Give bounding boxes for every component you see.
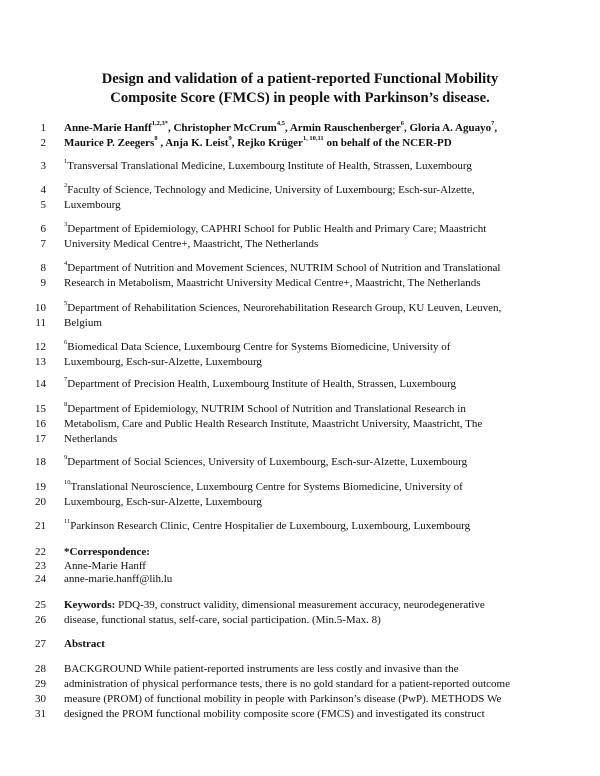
affiliation-text: Belgium [64,317,102,329]
line-number: 19 [35,481,46,493]
line-number: 8 [40,262,46,274]
correspondence-heading: *Correspondence: [64,546,150,558]
line-number: 22 [35,546,46,558]
line-number: 3 [40,160,46,172]
author-line-1 [0,121,600,136]
keywords-label: Keywords: [64,599,116,611]
abstract-line: measure (PROM) of functional mobility in people with Parkinson’s disease (PwP). METHODS We [64,693,502,705]
line-number: 14 [35,378,46,390]
affiliation-14 [0,377,600,392]
affiliation-3 [0,159,600,174]
line-number: 25 [35,599,46,611]
affiliation-15 [0,402,600,447]
affiliation-text: $^2$Faculty of Science, Technology and Medicine, University of Luxembourg; Esch-sur-Alzette, [64,182,475,196]
line-number: 20 [35,496,46,508]
line-number: 1 [40,122,46,134]
line-number: 2 [40,137,46,149]
line-number: 5 [40,199,46,211]
line-number: 26 [35,614,46,626]
line-number: 23 [35,560,46,572]
correspondence-email: anne-marie.hanff@lih.lu [64,573,173,585]
author-line-2 [0,136,600,151]
affiliation-19 [0,480,600,510]
keywords-block [0,598,600,628]
affiliation-text: Research in Metabolism, Maastricht University Medical Centre+, Maastricht, The Netherlands [64,277,481,289]
line-number: 10 [35,302,46,314]
affiliation-text: University Medical Centre+, Maastricht, The Netherlands [64,238,319,250]
affiliation-text: $^{11}$Parkinson Research Clinic, Centre Hospitalier de Luxembourg, Luxembourg, Luxembourg [64,518,471,532]
keywords-line-2: disease, functional status, self-care, social participation. (Min.5-Max. 8) [64,614,381,626]
abstract-heading: Abstract [64,638,105,650]
affiliation-6 [0,222,600,252]
line-number: 17 [35,433,46,445]
title-line-2: Composite Score (FMCS) in people with Parkinson’s disease. [110,90,490,106]
line-number: 21 [35,520,46,532]
keywords-line-1: Keywords: PDQ-39, construct validity, dimensional measurement accuracy, neurodegenerative [64,599,485,611]
line-number: 28 [35,663,46,675]
affiliation-text: $^1$Transversal Translational Medicine, Luxembourg Institute of Health, Strassen, Luxembourg [64,158,472,172]
line-number: 24 [35,573,46,585]
abstract-body [0,662,600,722]
affiliation-12 [0,340,600,370]
authors-block [0,121,600,151]
line-number: 16 [35,418,46,430]
line-number: 18 [35,456,46,468]
author-text: Anne-Marie Hanff$^{1,2,3*}$, Christopher McCrum$^{4,5}$, Armin Rauschenberger$^6$, Gloria A. Aguayo$^7$, [64,120,498,134]
title-line-1: Design and validation of a patient-reported Functional Mobility [101,71,499,87]
abstract-line: designed the PROM functional mobility composite score (FMCS) and investigated its construct [64,708,485,720]
affiliation-21 [0,519,600,534]
affiliation-text: $^5$Department of Rehabilitation Sciences, Neurorehabilitation Research Group, KU Leuven, Leuven, [64,300,502,314]
line-number: 12 [35,341,46,353]
affiliation-18 [0,455,600,470]
affiliation-8 [0,261,600,291]
line-number: 6 [40,223,46,235]
line-number: 27 [35,638,46,650]
abstract-line: administration of physical performance tests, there is no gold standard for a patient-reported outcome [64,678,510,690]
line-number: 4 [40,184,46,196]
line-number: 15 [35,403,46,415]
affiliation-text: Luxembourg, Esch-sur-Alzette, Luxembourg [64,496,262,508]
affiliation-text: $^9$Department of Social Sciences, University of Luxembourg, Esch-sur-Alzette, Luxembourg [64,454,468,468]
affiliation-text: Metabolism, Care and Public Health Research Institute, Maastricht University, Maastricht, The [64,418,483,430]
affiliation-10 [0,301,600,331]
line-number: 13 [35,356,46,368]
abstract-line: BACKGROUND While patient-reported instruments are less costly and invasive than the [64,663,459,675]
line-number: 31 [35,708,46,720]
line-number: 9 [40,277,46,289]
affiliation-text: $^8$Department of Epidemiology, NUTRIM School of Nutrition and Translational Research in [64,401,466,415]
paper-title [60,70,540,108]
correspondence-block [0,545,600,586]
affiliation-text: Luxembourg [64,199,121,211]
affiliation-text: Luxembourg, Esch-sur-Alzette, Luxembourg [64,356,262,368]
correspondence-name: Anne-Marie Hanff [64,560,146,572]
affiliation-text: $^6$Biomedical Data Science, Luxembourg Centre for Systems Biomedicine, University of [64,339,451,353]
line-number: 7 [40,238,46,250]
affiliation-text: $^{10}$Translational Neuroscience, Luxembourg Centre for Systems Biomedicine, University of [64,479,463,493]
affiliation-text: $^4$Department of Nutrition and Movement Sciences, NUTRIM School of Nutrition and Translational [64,260,501,274]
affiliation-4 [0,183,600,213]
line-number: 11 [35,317,46,329]
affiliation-text: $^3$Department of Epidemiology, CAPHRI School for Public Health and Primary Care; Maastricht [64,221,487,235]
affiliation-text: $^7$Department of Precision Health, Luxembourg Institute of Health, Strassen, Luxembourg [64,376,457,390]
line-number: 29 [35,678,46,690]
author-text: Maurice P. Zeegers$^8$ , Anja K. Leist$^9$, Rejko Krüger$^{1, 10,11}$ on behalf of the NCER-PD [64,135,452,149]
affiliation-text: Netherlands [64,433,118,445]
line-number: 30 [35,693,46,705]
abstract-heading-row [0,637,600,652]
